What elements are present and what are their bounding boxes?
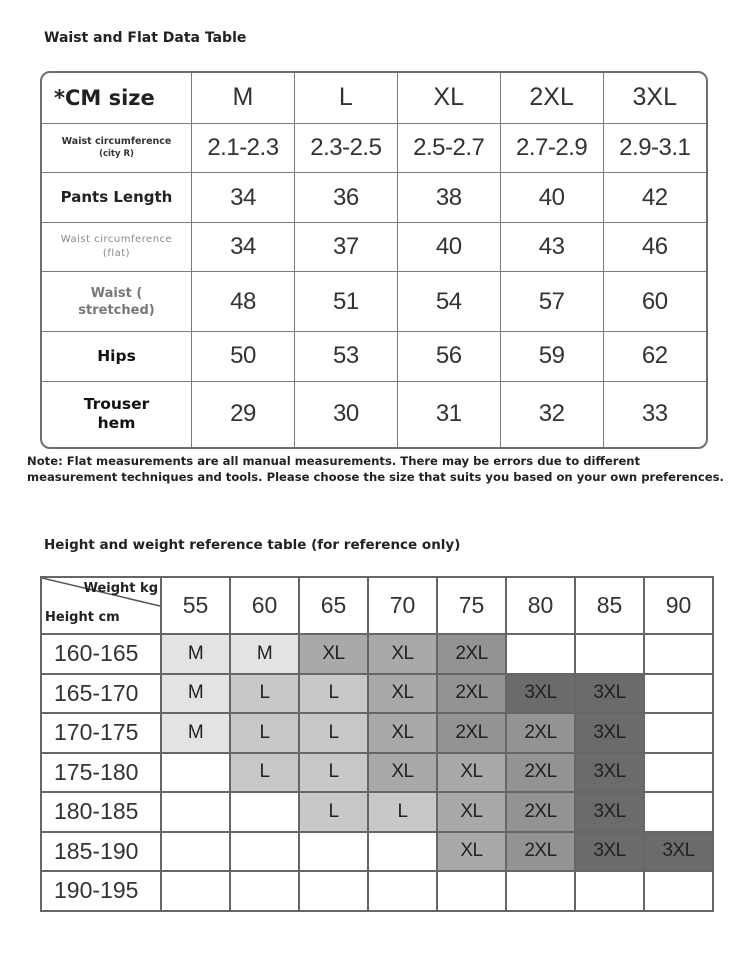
size-cell: 3XL <box>644 832 713 872</box>
table-cell: 59 <box>500 332 603 382</box>
row-label-waist-city: Waist circumference (city R) <box>42 123 192 173</box>
weight-header: 75 <box>437 577 506 634</box>
table-cell: 2.9-3.1 <box>603 123 706 173</box>
size-cell: L <box>230 674 299 714</box>
size-header: M <box>192 73 295 123</box>
table-row <box>41 871 713 911</box>
measurement-note: Note: Flat measurements are all manual measurements. There may be errors due to different measurement techniques and tools. Please choose the size that suits you based on your own preferences. <box>27 454 724 484</box>
height-range-label: 170-175 <box>41 713 161 753</box>
table-corner <box>41 577 161 634</box>
table-row <box>42 332 706 382</box>
waist-flat-data-table <box>40 71 708 449</box>
size-cell <box>230 832 299 872</box>
size-cell: L <box>299 753 368 793</box>
table-cell: 34 <box>192 222 295 272</box>
size-cell <box>299 832 368 872</box>
size-cell: 3XL <box>506 674 575 714</box>
size-header: XL <box>397 73 500 123</box>
height-range-label: 160-165 <box>41 634 161 674</box>
cm-size-label: *CM size <box>42 73 192 123</box>
table-row <box>41 674 713 714</box>
size-cell: M <box>230 634 299 674</box>
size-cell: M <box>161 674 230 714</box>
table-cell: 62 <box>603 332 706 382</box>
table-cell: 31 <box>397 381 500 447</box>
table-row <box>41 713 713 753</box>
height-range-label: 165-170 <box>41 674 161 714</box>
size-cell <box>644 674 713 714</box>
size-header: 2XL <box>500 73 603 123</box>
size-cell: L <box>368 792 437 832</box>
size-cell <box>575 871 644 911</box>
row-label-waist-stretched: Waist ( stretched) <box>42 272 192 332</box>
size-cell <box>230 792 299 832</box>
table-cell: 37 <box>294 222 397 272</box>
size-cell <box>161 871 230 911</box>
table-row <box>41 634 713 674</box>
table-cell: 2.7-2.9 <box>500 123 603 173</box>
size-cell: XL <box>368 713 437 753</box>
size-cell <box>506 871 575 911</box>
row-label-trouser-hem: Trouser hem <box>42 381 192 447</box>
size-cell: XL <box>437 753 506 793</box>
table-cell: 42 <box>603 173 706 223</box>
size-cell <box>368 832 437 872</box>
table-row <box>42 173 706 223</box>
size-cell: XL <box>368 634 437 674</box>
size-cell: 3XL <box>575 713 644 753</box>
size-cell <box>644 634 713 674</box>
size-cell: M <box>161 713 230 753</box>
height-range-label: 175-180 <box>41 753 161 793</box>
weight-header-row <box>41 577 713 634</box>
table-cell: 60 <box>603 272 706 332</box>
weight-header: 60 <box>230 577 299 634</box>
table-cell: 32 <box>500 381 603 447</box>
table-row <box>41 753 713 793</box>
row-label-hips: Hips <box>42 332 192 382</box>
table-row <box>42 381 706 447</box>
height-range-label: 185-190 <box>41 832 161 872</box>
weight-kg-label: Weight kg <box>83 581 158 596</box>
size-cell: 3XL <box>575 674 644 714</box>
size-cell: L <box>299 713 368 753</box>
size-cell <box>506 634 575 674</box>
table-cell: 38 <box>397 173 500 223</box>
row-label-pants-length: Pants Length <box>42 173 192 223</box>
height-weight-table-title: Height and weight reference table (for reference only) <box>44 537 461 553</box>
size-cell: 3XL <box>575 753 644 793</box>
size-cell: 2XL <box>506 753 575 793</box>
row-label-waist-flat: Waist circumference (flat) <box>42 222 192 272</box>
size-cell: L <box>299 792 368 832</box>
size-header-row <box>42 73 706 123</box>
height-weight-table <box>40 576 714 912</box>
table-row <box>42 123 706 173</box>
size-cell: 2XL <box>506 713 575 753</box>
table-row <box>41 832 713 872</box>
size-header: L <box>294 73 397 123</box>
table-cell: 46 <box>603 222 706 272</box>
size-cell: 2XL <box>437 634 506 674</box>
table-cell: 36 <box>294 173 397 223</box>
weight-header: 90 <box>644 577 713 634</box>
table-row <box>41 792 713 832</box>
size-cell: 2XL <box>437 674 506 714</box>
size-cell: XL <box>368 753 437 793</box>
size-cell <box>161 753 230 793</box>
table-cell: 57 <box>500 272 603 332</box>
weight-header: 85 <box>575 577 644 634</box>
size-cell <box>161 792 230 832</box>
size-cell: L <box>230 753 299 793</box>
size-cell: M <box>161 634 230 674</box>
table-cell: 48 <box>192 272 295 332</box>
table-cell: 51 <box>294 272 397 332</box>
height-range-label: 190-195 <box>41 871 161 911</box>
size-cell <box>575 634 644 674</box>
size-cell <box>368 871 437 911</box>
table-cell: 50 <box>192 332 295 382</box>
table-row <box>42 222 706 272</box>
table-cell: 30 <box>294 381 397 447</box>
size-cell <box>644 871 713 911</box>
table-cell: 54 <box>397 272 500 332</box>
size-cell: 3XL <box>575 832 644 872</box>
size-cell: 2XL <box>437 713 506 753</box>
size-cell: XL <box>437 792 506 832</box>
waist-table-title: Waist and Flat Data Table <box>44 30 247 46</box>
weight-header: 70 <box>368 577 437 634</box>
size-cell <box>644 753 713 793</box>
size-cell: L <box>230 713 299 753</box>
table-cell: 53 <box>294 332 397 382</box>
height-cm-label: Height cm <box>45 610 120 625</box>
size-cell <box>299 871 368 911</box>
size-cell: XL <box>299 634 368 674</box>
table-cell: 34 <box>192 173 295 223</box>
table-cell: 29 <box>192 381 295 447</box>
weight-header: 65 <box>299 577 368 634</box>
size-cell: 2XL <box>506 832 575 872</box>
size-cell: 2XL <box>506 792 575 832</box>
table-cell: 56 <box>397 332 500 382</box>
size-cell <box>230 871 299 911</box>
size-cell: 3XL <box>575 792 644 832</box>
size-cell <box>437 871 506 911</box>
weight-header: 55 <box>161 577 230 634</box>
size-cell: XL <box>437 832 506 872</box>
table-cell: 2.3-2.5 <box>294 123 397 173</box>
height-range-label: 180-185 <box>41 792 161 832</box>
table-cell: 33 <box>603 381 706 447</box>
table-cell: 2.1-2.3 <box>192 123 295 173</box>
size-cell: L <box>299 674 368 714</box>
table-cell: 2.5-2.7 <box>397 123 500 173</box>
size-cell <box>644 792 713 832</box>
size-cell: XL <box>368 674 437 714</box>
table-cell: 43 <box>500 222 603 272</box>
size-cell <box>644 713 713 753</box>
table-cell: 40 <box>397 222 500 272</box>
weight-header: 80 <box>506 577 575 634</box>
size-header: 3XL <box>603 73 706 123</box>
size-cell <box>161 832 230 872</box>
table-row <box>42 272 706 332</box>
table-cell: 40 <box>500 173 603 223</box>
